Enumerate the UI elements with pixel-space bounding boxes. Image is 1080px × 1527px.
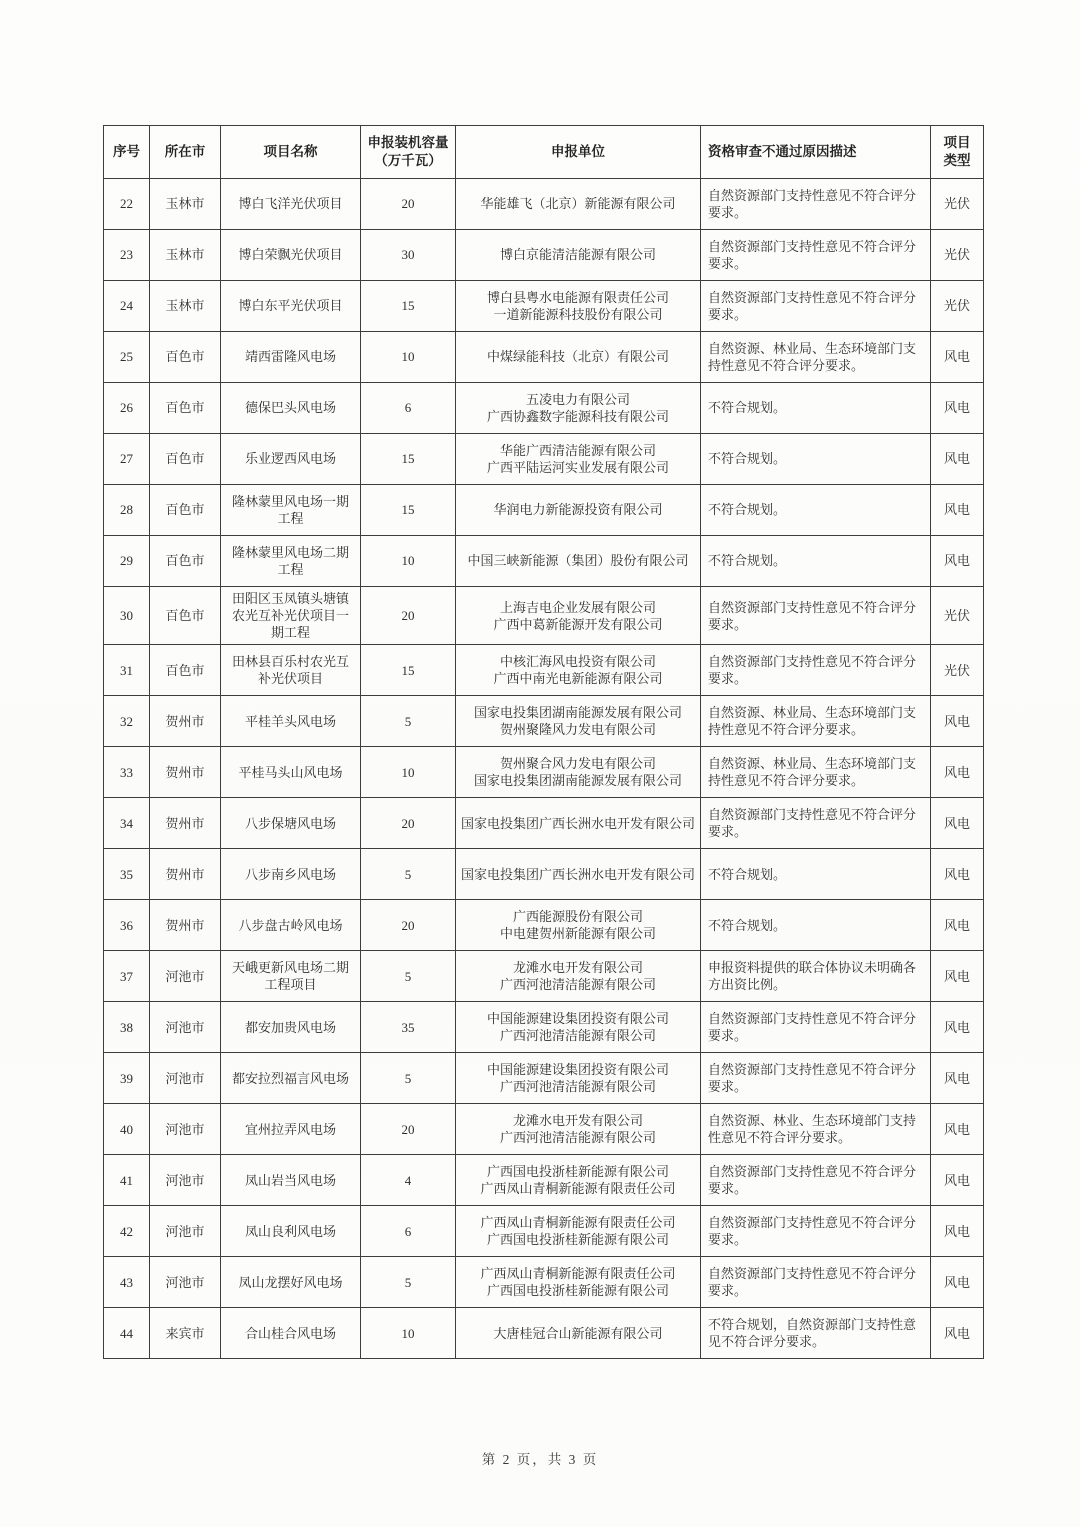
cell-type: 风电 <box>931 1104 984 1155</box>
cell-applicant: 中煤绿能科技（北京）有限公司 <box>456 332 701 383</box>
cell-no: 29 <box>104 536 150 587</box>
cell-project: 都安加贵风电场 <box>221 1002 361 1053</box>
cell-applicant: 龙滩水电开发有限公司 广西河池清洁能源有限公司 <box>456 1104 701 1155</box>
cell-reason: 不符合规划，自然资源部门支持性意见不符合评分要求。 <box>701 1308 931 1359</box>
cell-reason: 不符合规划。 <box>701 383 931 434</box>
cell-capacity: 5 <box>361 1257 456 1308</box>
cell-city: 河池市 <box>150 1002 221 1053</box>
cell-reason: 自然资源部门支持性意见不符合评分要求。 <box>701 798 931 849</box>
table-row <box>104 587 984 645</box>
cell-reason: 自然资源、林业局、生态环境部门支持性意见不符合评分要求。 <box>701 696 931 747</box>
cell-reason: 自然资源部门支持性意见不符合评分要求。 <box>701 1155 931 1206</box>
cell-type: 风电 <box>931 696 984 747</box>
cell-city: 百色市 <box>150 485 221 536</box>
cell-reason: 申报资料提供的联合体协议未明确各方出资比例。 <box>701 951 931 1002</box>
cell-type: 风电 <box>931 1155 984 1206</box>
cell-reason: 自然资源部门支持性意见不符合评分要求。 <box>701 1257 931 1308</box>
cell-project: 八步南乡风电场 <box>221 849 361 900</box>
cell-type: 风电 <box>931 1053 984 1104</box>
cell-type: 风电 <box>931 536 984 587</box>
cell-applicant: 华能雄飞（北京）新能源有限公司 <box>456 179 701 230</box>
cell-applicant: 博白京能清洁能源有限公司 <box>456 230 701 281</box>
cell-project: 隆林蒙里风电场一期工程 <box>221 485 361 536</box>
cell-no: 42 <box>104 1206 150 1257</box>
cell-capacity: 20 <box>361 900 456 951</box>
table-row <box>104 1155 984 1206</box>
cell-type: 光伏 <box>931 645 984 696</box>
cell-reason: 自然资源、林业局、生态环境部门支持性意见不符合评分要求。 <box>701 747 931 798</box>
cell-project: 乐业逻西风电场 <box>221 434 361 485</box>
cell-project: 八步盘古岭风电场 <box>221 900 361 951</box>
cell-reason: 不符合规划。 <box>701 536 931 587</box>
cell-no: 25 <box>104 332 150 383</box>
cell-project: 都安拉烈福言风电场 <box>221 1053 361 1104</box>
table-row <box>104 951 984 1002</box>
header-no: 序号 <box>104 126 150 179</box>
cell-applicant: 国家电投集团广西长洲水电开发有限公司 <box>456 849 701 900</box>
cell-applicant: 国家电投集团湖南能源发展有限公司 贺州聚隆风力发电有限公司 <box>456 696 701 747</box>
cell-city: 河池市 <box>150 951 221 1002</box>
cell-capacity: 15 <box>361 434 456 485</box>
cell-applicant: 广西国电投浙桂新能源有限公司 广西凤山青桐新能源有限责任公司 <box>456 1155 701 1206</box>
cell-type: 风电 <box>931 332 984 383</box>
cell-city: 百色市 <box>150 536 221 587</box>
cell-no: 34 <box>104 798 150 849</box>
cell-type: 风电 <box>931 849 984 900</box>
cell-project: 凤山良利风电场 <box>221 1206 361 1257</box>
table-row <box>104 849 984 900</box>
table-row <box>104 383 984 434</box>
cell-no: 30 <box>104 587 150 645</box>
cell-no: 22 <box>104 179 150 230</box>
table-row <box>104 179 984 230</box>
cell-city: 贺州市 <box>150 696 221 747</box>
cell-no: 35 <box>104 849 150 900</box>
cell-capacity: 6 <box>361 383 456 434</box>
table-body <box>104 179 984 1359</box>
cell-city: 玉林市 <box>150 179 221 230</box>
cell-reason: 自然资源部门支持性意见不符合评分要求。 <box>701 230 931 281</box>
cell-capacity: 15 <box>361 645 456 696</box>
table-row <box>104 1002 984 1053</box>
cell-type: 风电 <box>931 798 984 849</box>
cell-city: 百色市 <box>150 587 221 645</box>
cell-city: 来宾市 <box>150 1308 221 1359</box>
header-capacity: 申报装机容量 （万千瓦） <box>361 126 456 179</box>
cell-city: 玉林市 <box>150 230 221 281</box>
cell-applicant: 中核汇海风电投资有限公司 广西中南光电新能源有限公司 <box>456 645 701 696</box>
cell-type: 风电 <box>931 434 984 485</box>
cell-applicant: 广西能源股份有限公司 中电建贺州新能源有限公司 <box>456 900 701 951</box>
cell-applicant: 博白县粤水电能源有限责任公司 一道新能源科技股份有限公司 <box>456 281 701 332</box>
cell-type: 风电 <box>931 951 984 1002</box>
cell-applicant: 大唐桂冠合山新能源有限公司 <box>456 1308 701 1359</box>
cell-applicant: 中国能源建设集团投资有限公司 广西河池清洁能源有限公司 <box>456 1002 701 1053</box>
cell-reason: 不符合规划。 <box>701 849 931 900</box>
table-row <box>104 1308 984 1359</box>
cell-type: 光伏 <box>931 179 984 230</box>
cell-applicant: 上海吉电企业发展有限公司 广西中葛新能源开发有限公司 <box>456 587 701 645</box>
header-type: 项目 类型 <box>931 126 984 179</box>
cell-city: 河池市 <box>150 1257 221 1308</box>
cell-type: 风电 <box>931 1002 984 1053</box>
cell-project: 博白荣飘光伏项目 <box>221 230 361 281</box>
cell-applicant: 龙滩水电开发有限公司 广西河池清洁能源有限公司 <box>456 951 701 1002</box>
header-project: 项目名称 <box>221 126 361 179</box>
header-row <box>104 126 984 179</box>
cell-no: 32 <box>104 696 150 747</box>
cell-no: 31 <box>104 645 150 696</box>
cell-reason: 自然资源部门支持性意见不符合评分要求。 <box>701 645 931 696</box>
cell-project: 凤山岩当风电场 <box>221 1155 361 1206</box>
cell-capacity: 10 <box>361 1308 456 1359</box>
cell-project: 德保巴头风电场 <box>221 383 361 434</box>
cell-applicant: 中国能源建设集团投资有限公司 广西河池清洁能源有限公司 <box>456 1053 701 1104</box>
cell-applicant: 华润电力新能源投资有限公司 <box>456 485 701 536</box>
cell-capacity: 10 <box>361 332 456 383</box>
cell-city: 河池市 <box>150 1155 221 1206</box>
cell-project: 隆林蒙里风电场二期工程 <box>221 536 361 587</box>
cell-reason: 不符合规划。 <box>701 900 931 951</box>
table-row <box>104 645 984 696</box>
cell-capacity: 5 <box>361 849 456 900</box>
cell-type: 光伏 <box>931 587 984 645</box>
cell-capacity: 20 <box>361 179 456 230</box>
cell-reason: 自然资源部门支持性意见不符合评分要求。 <box>701 281 931 332</box>
table-row <box>104 230 984 281</box>
cell-city: 河池市 <box>150 1053 221 1104</box>
cell-capacity: 10 <box>361 747 456 798</box>
cell-capacity: 10 <box>361 536 456 587</box>
cell-reason: 自然资源部门支持性意见不符合评分要求。 <box>701 1002 931 1053</box>
cell-applicant: 广西凤山青桐新能源有限责任公司 广西国电投浙桂新能源有限公司 <box>456 1257 701 1308</box>
cell-applicant: 国家电投集团广西长洲水电开发有限公司 <box>456 798 701 849</box>
cell-type: 风电 <box>931 1257 984 1308</box>
cell-reason: 自然资源部门支持性意见不符合评分要求。 <box>701 587 931 645</box>
cell-type: 风电 <box>931 1308 984 1359</box>
cell-reason: 自然资源、林业局、生态环境部门支持性意见不符合评分要求。 <box>701 332 931 383</box>
cell-reason: 自然资源部门支持性意见不符合评分要求。 <box>701 1053 931 1104</box>
cell-type: 风电 <box>931 383 984 434</box>
cell-no: 43 <box>104 1257 150 1308</box>
cell-city: 河池市 <box>150 1206 221 1257</box>
cell-city: 百色市 <box>150 645 221 696</box>
table-row <box>104 281 984 332</box>
table-row <box>104 434 984 485</box>
cell-capacity: 5 <box>361 951 456 1002</box>
cell-project: 博白飞洋光伏项目 <box>221 179 361 230</box>
cell-capacity: 5 <box>361 1053 456 1104</box>
page-number: 第 2 页，共 3 页 <box>481 1452 599 1467</box>
cell-city: 贺州市 <box>150 747 221 798</box>
cell-no: 37 <box>104 951 150 1002</box>
cell-no: 28 <box>104 485 150 536</box>
cell-project: 宜州拉弄风电场 <box>221 1104 361 1155</box>
cell-city: 百色市 <box>150 332 221 383</box>
cell-city: 百色市 <box>150 383 221 434</box>
cell-capacity: 15 <box>361 485 456 536</box>
cell-city: 百色市 <box>150 434 221 485</box>
table-row <box>104 696 984 747</box>
cell-applicant: 华能广西清洁能源有限公司 广西平陆运河实业发展有限公司 <box>456 434 701 485</box>
cell-reason: 不符合规划。 <box>701 485 931 536</box>
cell-city: 玉林市 <box>150 281 221 332</box>
cell-capacity: 20 <box>361 587 456 645</box>
table-row <box>104 536 984 587</box>
cell-no: 40 <box>104 1104 150 1155</box>
cell-city: 贺州市 <box>150 849 221 900</box>
cell-type: 风电 <box>931 747 984 798</box>
cell-capacity: 35 <box>361 1002 456 1053</box>
cell-no: 36 <box>104 900 150 951</box>
cell-project: 博白东平光伏项目 <box>221 281 361 332</box>
cell-type: 风电 <box>931 900 984 951</box>
cell-project: 天峨更新风电场二期工程项目 <box>221 951 361 1002</box>
cell-applicant: 贺州聚合风力发电有限公司 国家电投集团湖南能源发展有限公司 <box>456 747 701 798</box>
cell-capacity: 20 <box>361 1104 456 1155</box>
cell-no: 24 <box>104 281 150 332</box>
cell-project: 八步保塘风电场 <box>221 798 361 849</box>
cell-no: 33 <box>104 747 150 798</box>
cell-project: 合山桂合风电场 <box>221 1308 361 1359</box>
cell-city: 贺州市 <box>150 900 221 951</box>
table-row <box>104 1053 984 1104</box>
cell-reason: 不符合规划。 <box>701 434 931 485</box>
cell-type: 光伏 <box>931 281 984 332</box>
table-row <box>104 1257 984 1308</box>
cell-no: 27 <box>104 434 150 485</box>
cell-applicant: 中国三峡新能源（集团）股份有限公司 <box>456 536 701 587</box>
cell-reason: 自然资源、林业、生态环境部门支持性意见不符合评分要求。 <box>701 1104 931 1155</box>
cell-capacity: 20 <box>361 798 456 849</box>
table-row <box>104 900 984 951</box>
cell-capacity: 5 <box>361 696 456 747</box>
cell-project: 田阳区玉凤镇头塘镇农光互补光伏项目一期工程 <box>221 587 361 645</box>
cell-capacity: 30 <box>361 230 456 281</box>
cell-city: 河池市 <box>150 1104 221 1155</box>
cell-city: 贺州市 <box>150 798 221 849</box>
rejection-table <box>103 125 984 1359</box>
header-reason: 资格审查不通过原因描述 <box>701 126 931 179</box>
cell-type: 风电 <box>931 1206 984 1257</box>
table-row <box>104 1206 984 1257</box>
cell-no: 39 <box>104 1053 150 1104</box>
cell-capacity: 6 <box>361 1206 456 1257</box>
cell-project: 平桂羊头风电场 <box>221 696 361 747</box>
cell-no: 23 <box>104 230 150 281</box>
cell-project: 靖西雷隆风电场 <box>221 332 361 383</box>
table-row <box>104 332 984 383</box>
cell-type: 光伏 <box>931 230 984 281</box>
cell-capacity: 15 <box>361 281 456 332</box>
cell-project: 凤山龙摆好风电场 <box>221 1257 361 1308</box>
cell-applicant: 五凌电力有限公司 广西协鑫数字能源科技有限公司 <box>456 383 701 434</box>
table-row <box>104 485 984 536</box>
header-applicant: 申报单位 <box>456 126 701 179</box>
cell-capacity: 4 <box>361 1155 456 1206</box>
table-row <box>104 798 984 849</box>
table-row <box>104 1104 984 1155</box>
cell-reason: 自然资源部门支持性意见不符合评分要求。 <box>701 1206 931 1257</box>
cell-project: 田林县百乐村农光互补光伏项目 <box>221 645 361 696</box>
cell-applicant: 广西凤山青桐新能源有限责任公司 广西国电投浙桂新能源有限公司 <box>456 1206 701 1257</box>
cell-no: 26 <box>104 383 150 434</box>
cell-type: 风电 <box>931 485 984 536</box>
cell-no: 38 <box>104 1002 150 1053</box>
cell-no: 44 <box>104 1308 150 1359</box>
table-header <box>104 126 984 179</box>
cell-reason: 自然资源部门支持性意见不符合评分要求。 <box>701 179 931 230</box>
table-row <box>104 747 984 798</box>
cell-no: 41 <box>104 1155 150 1206</box>
cell-project: 平桂马头山风电场 <box>221 747 361 798</box>
header-city: 所在市 <box>150 126 221 179</box>
